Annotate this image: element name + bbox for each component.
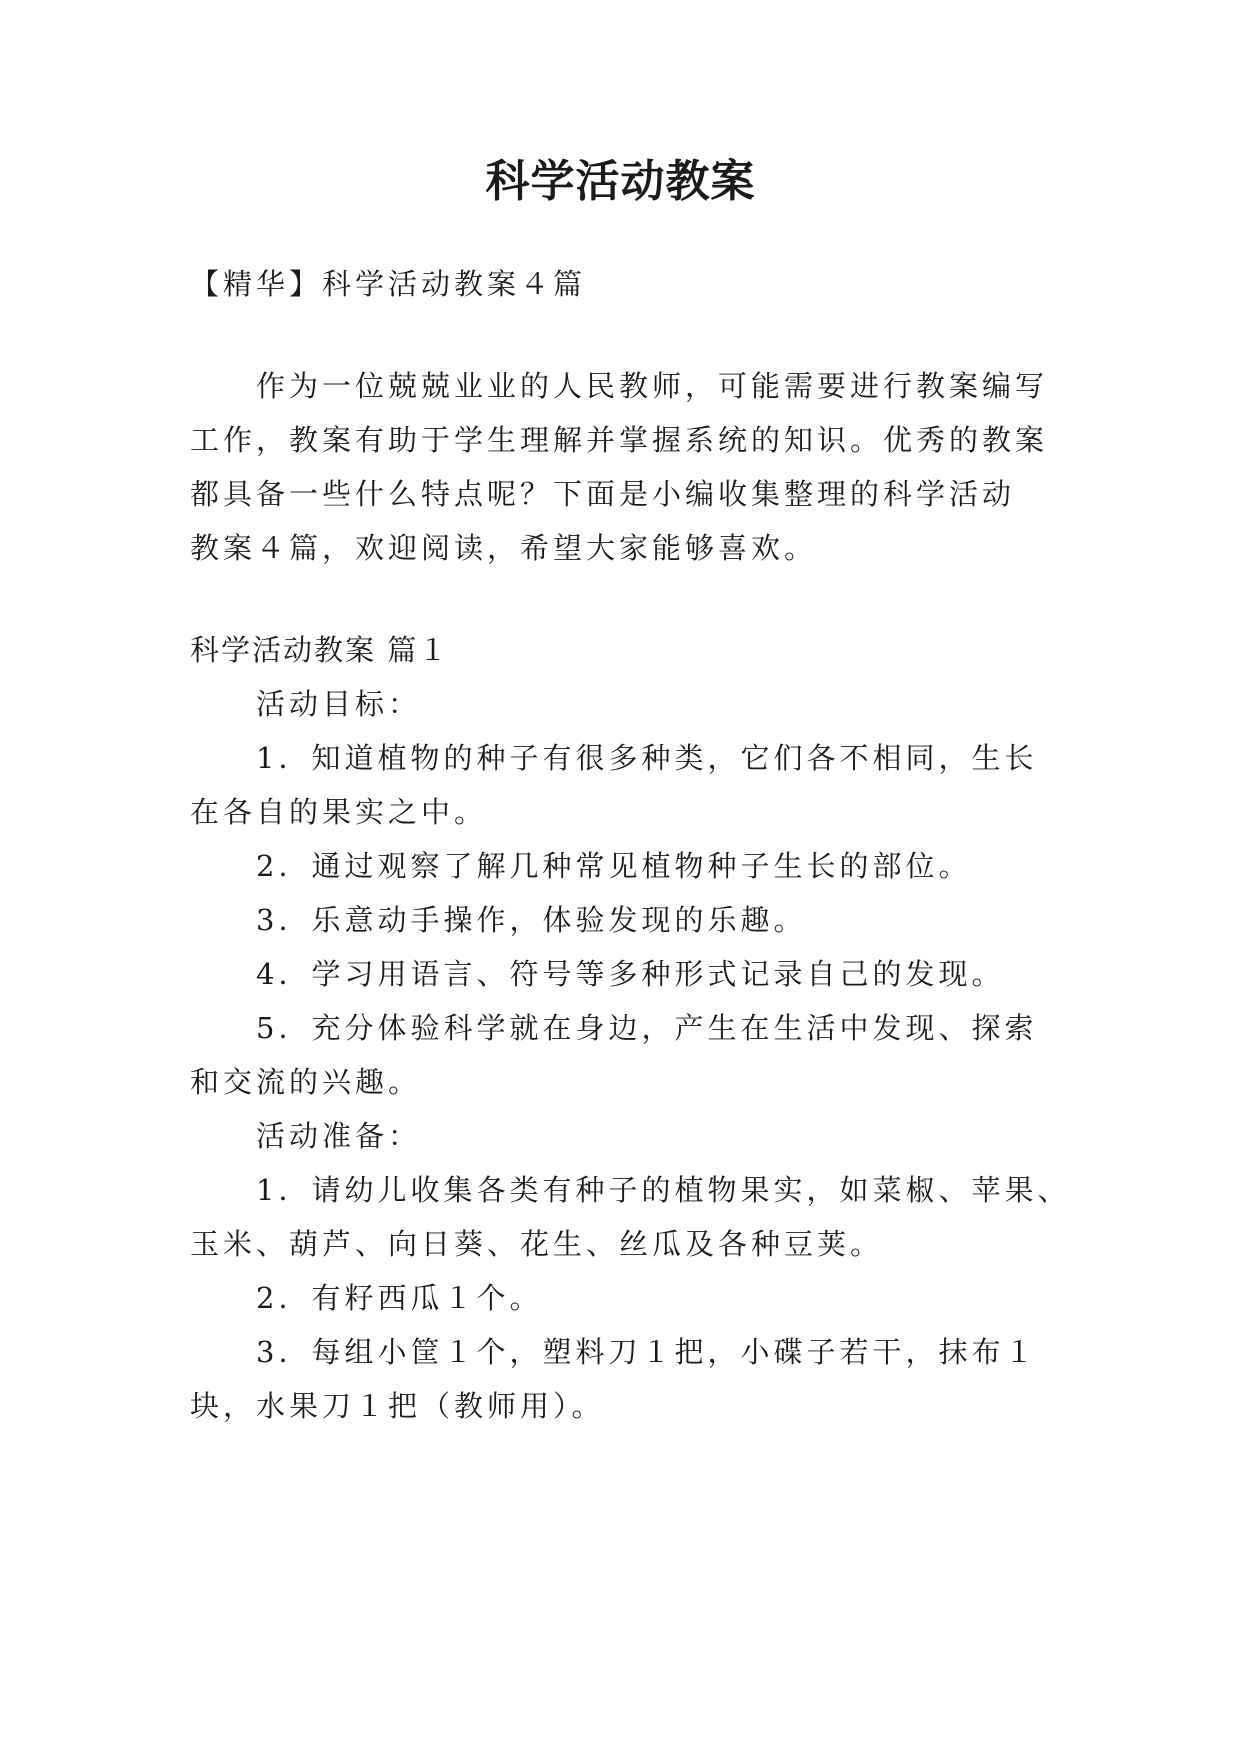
goal-item: 在各自的果实之中。 [190, 795, 488, 829]
prep-label: 活动准备： [256, 1119, 422, 1153]
intro-line: 作为一位兢兢业业的人民教师，可能需要进行教案编写 [256, 369, 1049, 403]
goal-item: 1．知道植物的种子有很多种类，它们各不相同，生长 [256, 741, 1038, 775]
goal-item: 2．通过观察了解几种常见植物种子生长的部位。 [256, 849, 972, 883]
prep-item: 玉米、葫芦、向日葵、花生、丝瓜及各种豆荚。 [190, 1227, 884, 1261]
goal-item: 5．充分体验科学就在身边，产生在生活中发现、探索 [256, 1011, 1038, 1045]
prep-item: 2．有籽西瓜１个。 [256, 1281, 543, 1315]
goal-item: 3．乐意动手操作，体验发现的乐趣。 [256, 903, 807, 937]
intro-line: 都具备一些什么特点呢？下面是小编收集整理的科学活动 [190, 477, 1016, 511]
prep-item: 1．请幼儿收集各类有种子的植物果实，如菜椒、苹果、 [256, 1173, 1071, 1207]
section-heading: 科学活动教案 篇１ [190, 633, 450, 667]
intro-line: 工作，教案有助于学生理解并掌握系统的知识。优秀的教案 [190, 423, 1049, 457]
goal-item: 和交流的兴趣。 [190, 1065, 422, 1099]
document-title: 科学活动教案 [485, 156, 756, 207]
goal-item: 4．学习用语言、符号等多种形式记录自己的发现。 [256, 957, 1005, 991]
prep-item: 块，水果刀１把（教师用）。 [190, 1389, 605, 1423]
document-subtitle: 【精华】科学活动教案４篇 [190, 267, 587, 301]
goals-label: 活动目标： [256, 687, 422, 721]
prep-item: 3．每组小筐１个，塑料刀１把，小碟子若干，抹布１ [256, 1335, 1038, 1369]
intro-line: 教案４篇，欢迎阅读，希望大家能够喜欢。 [190, 531, 818, 565]
